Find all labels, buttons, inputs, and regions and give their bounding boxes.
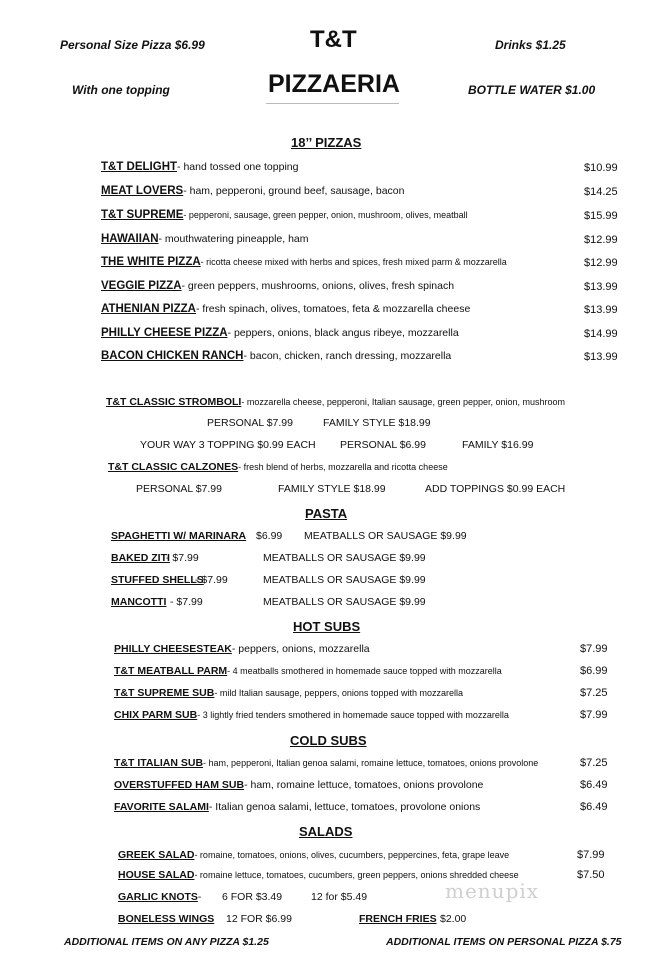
wings-name: BONELESS WINGS	[118, 913, 215, 925]
cold-sub-desc: - ham, romaine lettuce, tomatoes, onions provolone	[244, 779, 484, 791]
pasta-extra: MEATBALLS OR SAUSAGE $9.99	[263, 574, 426, 586]
garlic-knots-name: GARLIC KNOTS	[118, 891, 198, 903]
pasta-name: STUFFED SHELLS	[111, 574, 204, 586]
stromboli-your-way: YOUR WAY 3 TOPPING $0.99 EACH	[140, 439, 316, 451]
stromboli-row	[106, 396, 565, 408]
pizza-name: T&T DELIGHT	[101, 161, 178, 173]
cold-sub-row	[114, 801, 480, 813]
drinks-price: Drinks $1.25	[495, 38, 566, 52]
bottle-water-price: BOTTLE WATER $1.00	[468, 83, 596, 97]
pizza-desc: - peppers, onions, black angus ribeye, mozzarella	[227, 327, 459, 339]
pasta-name: MANCOTTI	[111, 596, 167, 608]
hot-sub-name: CHIX PARM SUB	[114, 709, 198, 721]
cold-sub-row	[114, 779, 483, 791]
page-title-line2: PIZZAERIA	[268, 70, 400, 98]
hot-sub-price: $6.99	[580, 665, 608, 677]
garlic-knots-12: 12 for $5.49	[311, 891, 368, 903]
stromboli-family-2: FAMILY $16.99	[462, 439, 534, 451]
pizza-name: T&T SUPREME	[101, 209, 184, 221]
hot-sub-name: T&T SUPREME SUB	[114, 687, 215, 699]
garlic-knots-dash: -	[197, 891, 202, 903]
pizza-price: $12.99	[584, 234, 618, 246]
calzones-desc: - fresh blend of herbs, mozzarella and ricotta cheese	[238, 462, 448, 472]
page-title-line1: T&T	[310, 26, 357, 53]
pizza-desc: - green peppers, mushrooms, onions, olives, fresh spinach	[181, 280, 455, 292]
personal-pizza-price: Personal Size Pizza $6.99	[60, 38, 205, 52]
hot-subs-heading: HOT SUBS	[293, 619, 361, 634]
pizza-desc: - ham, pepperoni, ground beef, sausage, bacon	[183, 185, 405, 197]
pizza-price: $13.99	[584, 351, 618, 363]
pizza-desc: - fresh spinach, olives, tomatoes, feta & mozzarella cheese	[195, 303, 471, 315]
hot-sub-row	[114, 687, 463, 699]
calzones-personal: PERSONAL $7.99	[136, 483, 222, 495]
stromboli-name: T&T CLASSIC STROMBOLI	[106, 396, 242, 408]
hot-sub-desc: - 3 lightly fried tenders smothered in homemade sauce topped with mozzarella	[197, 710, 509, 720]
cold-sub-price: $6.49	[580, 801, 608, 813]
pizza-name: THE WHITE PIZZA	[101, 256, 201, 268]
pasta-extra: MEATBALLS OR SAUSAGE $9.99	[263, 552, 426, 564]
stromboli-family: FAMILY STYLE $18.99	[323, 417, 431, 429]
pizza-row	[101, 350, 451, 362]
calzones-row	[108, 461, 448, 473]
pasta-name: BAKED ZITI	[111, 552, 170, 564]
garlic-knots-row	[118, 891, 201, 903]
hot-sub-name: T&T MEATBALL PARM	[114, 665, 228, 677]
watermark: menupix	[445, 879, 540, 903]
pasta-price: - $7.99	[170, 596, 203, 608]
pizza-row	[101, 233, 309, 245]
calzones-name: T&T CLASSIC CALZONES	[108, 461, 239, 473]
pizza-name: MEAT LOVERS	[101, 185, 184, 197]
pizza-price: $14.99	[584, 328, 618, 340]
pasta-row	[111, 552, 170, 564]
cold-sub-price: $6.49	[580, 779, 608, 791]
stromboli-personal: PERSONAL $7.99	[207, 417, 293, 429]
salads-heading: SALADS	[299, 824, 353, 839]
hot-sub-row	[114, 665, 502, 677]
pizza-price: $12.99	[584, 257, 618, 269]
salad-desc: - romaine, tomatoes, onions, olives, cucumbers, peppercines, feta, grape leave	[194, 850, 510, 860]
hot-sub-name: PHILLY CHEESESTEAK	[114, 643, 232, 655]
salad-price: $7.99	[577, 849, 605, 861]
pasta-price: $6.99	[256, 530, 283, 542]
stromboli-desc: - mozzarella cheese, pepperoni, Italian sausage, green pepper, onion, mushroom	[241, 397, 566, 407]
pizza-desc: - pepperoni, sausage, green pepper, onion, mushroom, olives, meatball	[183, 210, 468, 220]
calzones-family: FAMILY STYLE $18.99	[278, 483, 386, 495]
cold-sub-name: FAVORITE SALAMI	[114, 801, 209, 813]
hot-sub-row	[114, 643, 370, 655]
pizza-name: PHILLY CHEESE PIZZA	[101, 327, 228, 339]
pizza-row	[101, 161, 298, 173]
footer-any-pizza: ADDITIONAL ITEMS ON ANY PIZZA $1.25	[64, 936, 269, 948]
wings-price: 12 FOR $6.99	[226, 913, 292, 925]
pizza-desc: - hand tossed one topping	[177, 161, 299, 173]
hot-sub-desc: - mild Italian sausage, peppers, onions topped with mozzarella	[214, 688, 463, 698]
cold-sub-row	[114, 757, 538, 769]
calzones-add-toppings: ADD TOPPINGS $0.99 EACH	[425, 483, 566, 495]
pizza-row	[101, 280, 454, 292]
title-underline	[266, 103, 399, 104]
pasta-row	[111, 596, 166, 608]
cold-sub-desc: - Italian genoa salami, lettuce, tomatoes, provolone onions	[208, 801, 481, 813]
salad-name: GREEK SALAD	[118, 849, 195, 861]
cold-sub-price: $7.25	[580, 757, 608, 769]
pizzas-heading: 18’’ PIZZAS	[291, 135, 362, 150]
pizza-desc: - bacon, chicken, ranch dressing, mozzarella	[243, 350, 452, 362]
pasta-name: SPAGHETTI W/ MARINARA	[111, 530, 247, 542]
pasta-row	[111, 574, 204, 586]
hot-sub-price: $7.99	[580, 643, 608, 655]
wings-row	[118, 913, 214, 925]
pizza-name: HAWAIIAN	[101, 233, 159, 245]
pizza-row	[101, 185, 404, 197]
pizza-name: VEGGIE PIZZA	[101, 280, 182, 292]
fries-name: FRENCH FRIES	[359, 913, 437, 925]
cold-sub-name: T&T ITALIAN SUB	[114, 757, 204, 769]
hot-sub-price: $7.25	[580, 687, 608, 699]
hot-sub-row	[114, 709, 509, 721]
pizza-row	[101, 327, 459, 339]
hot-sub-price: $7.99	[580, 709, 608, 721]
pizza-row	[101, 303, 470, 315]
pizza-price: $13.99	[584, 281, 618, 293]
pizza-price: $14.25	[584, 186, 618, 198]
salad-desc: - romaine lettuce, tomatoes, cucumbers, green peppers, onions shredded cheese	[194, 870, 519, 880]
pasta-price: - $7.99	[166, 552, 199, 564]
pizza-desc: - mouthwatering pineapple, ham	[158, 233, 309, 245]
pasta-price: - $7.99	[195, 574, 228, 586]
stromboli-personal-2: PERSONAL $6.99	[340, 439, 426, 451]
fries-row	[359, 913, 437, 925]
pasta-extra: MEATBALLS OR SAUSAGE $9.99	[304, 530, 467, 542]
fries-price: $2.00	[440, 913, 467, 925]
pasta-extra: MEATBALLS OR SAUSAGE $9.99	[263, 596, 426, 608]
pasta-row	[111, 530, 246, 542]
pizza-row	[101, 209, 468, 221]
footer-personal-pizza: ADDITIONAL ITEMS ON PERSONAL PIZZA $.75	[386, 936, 622, 948]
hot-sub-desc: - 4 meatballs smothered in homemade sauce topped with mozzarella	[227, 666, 502, 676]
cold-sub-desc: - ham, pepperoni, Italian genoa salami, romaine lettuce, tomatoes, onions provolone	[203, 758, 539, 768]
salad-row	[118, 849, 509, 861]
cold-subs-heading: COLD SUBS	[290, 733, 367, 748]
pizza-desc: - ricotta cheese mixed with herbs and spices, fresh mixed parm & mozzarella	[200, 257, 507, 267]
pizza-row	[101, 256, 507, 268]
salad-name: HOUSE SALAD	[118, 869, 195, 881]
with-one-topping: With one topping	[72, 83, 170, 97]
pizza-name: BACON CHICKEN RANCH	[101, 350, 244, 362]
garlic-knots-6: 6 FOR $3.49	[222, 891, 283, 903]
pizza-name: ATHENIAN PIZZA	[101, 303, 196, 315]
pizza-price: $13.99	[584, 304, 618, 316]
pizza-price: $15.99	[584, 210, 618, 222]
pizza-price: $10.99	[584, 162, 618, 174]
hot-sub-desc: - peppers, onions, mozzarella	[231, 643, 370, 655]
salad-price: $7.50	[577, 869, 605, 881]
pasta-heading: PASTA	[305, 506, 348, 521]
cold-sub-name: OVERSTUFFED HAM SUB	[114, 779, 245, 791]
